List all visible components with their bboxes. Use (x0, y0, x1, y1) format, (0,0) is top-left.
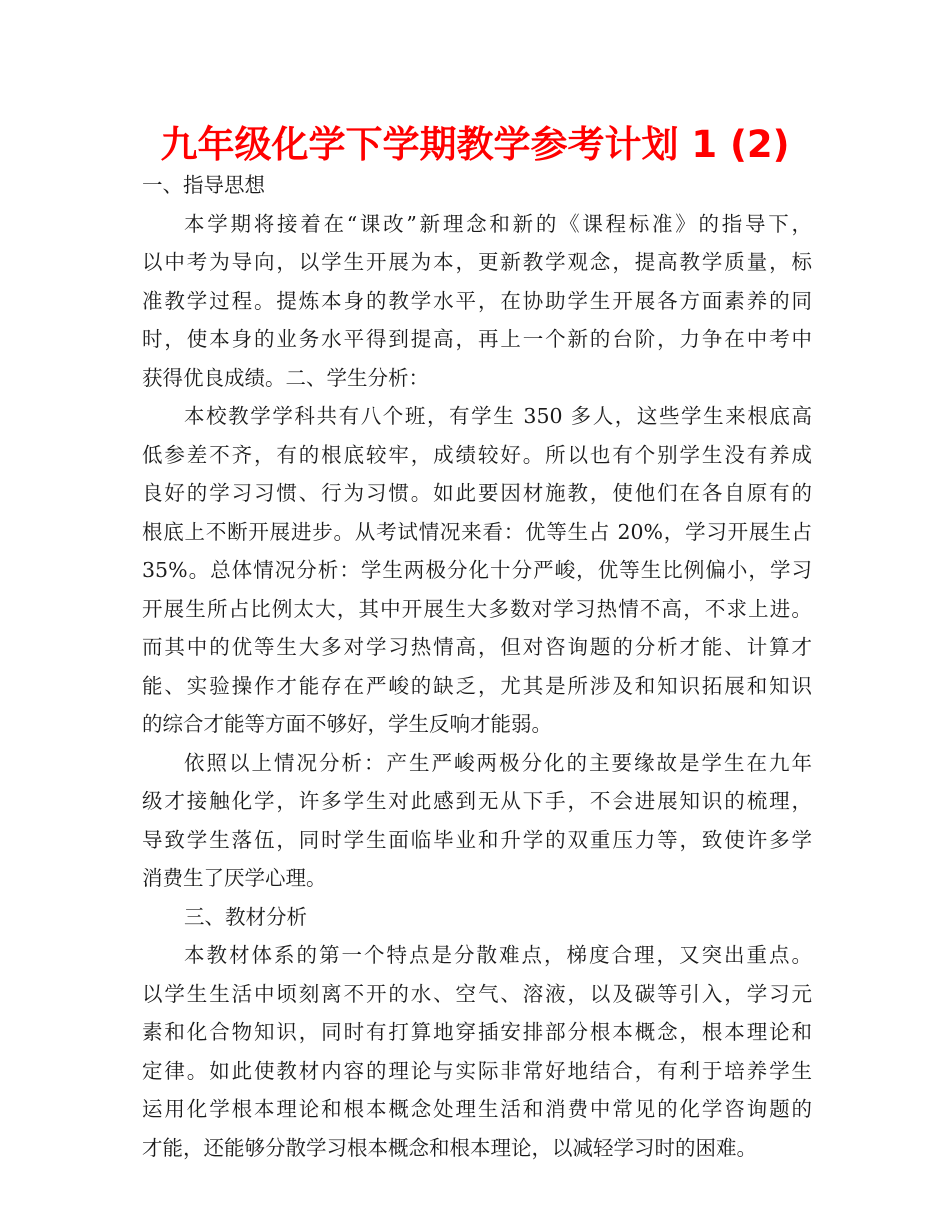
paragraph-line: 获得优良成绩。二、学生分析： (142, 365, 429, 390)
paragraph-line: 定律。如此使教材内容的理论与实际非常好地结合，有利于培养学生 (142, 1058, 812, 1083)
paragraph-line: 才能，还能够分散学习根本概念和根本理论，以减轻学习时的困难。 (142, 1135, 757, 1160)
paragraph-guiding-thought (142, 205, 812, 398)
paragraph-line: 本教材体系的第一个特点是分散难点，梯度合理，又突出重点。 (184, 943, 812, 967)
paragraph-situation-analysis (142, 744, 812, 898)
paragraph-student-analysis (142, 397, 812, 744)
paragraph-line: 时，使本身的业务水平得到提高，再上一个新的台阶，力争在中考中 (142, 327, 812, 351)
section-heading-textbook-analysis: 三、教材分析 (184, 904, 307, 929)
paragraph-line: 准教学过程。提炼本身的教学水平，在协助学生开展各方面素养的同 (142, 288, 812, 313)
paragraph-line: 以学生生活中顷刻离不开的水、空气、溶液，以及碳等引入，学习元 (142, 981, 812, 1006)
paragraph-line: 本学期将接着在“课改”新理念和新的《课程标准》的指导下， (184, 211, 812, 236)
paragraph-line: 低参差不齐，有的根底较牢，成绩较好。所以也有个别学生没有养成 (142, 442, 812, 467)
paragraph-line: 运用化学根本理论和根本概念处理生活和消费中常见的化学咨询题的 (142, 1097, 812, 1121)
section-heading-guiding-thought: 一、指导思想 (142, 173, 265, 197)
paragraph-line: 根底上不断开展进步。从考试情况来看：优等生占 20%，学习开展生占 (142, 519, 812, 544)
paragraph-textbook-analysis (142, 936, 812, 1167)
paragraph-line: 的综合才能等方面不够好，学生反响才能弱。 (142, 712, 552, 736)
paragraph-line: 能、实验操作才能存在严峻的缺乏，尤其是所涉及和知识拓展和知识 (142, 673, 812, 698)
paragraph-line: 而其中的优等生大多对学习热情高，但对咨询题的分析才能、计算才 (142, 635, 812, 659)
paragraph-line: 依照以上情况分析：产生严峻两极分化的主要缘故是学生在九年 (184, 750, 812, 775)
document-title: 九年级化学下学期教学参考计划 1 (2) (160, 123, 790, 166)
paragraph-line: 35%。总体情况分析：学生两极分化十分严峻，优等生比例偏小，学习 (142, 558, 812, 582)
paragraph-line: 本校教学学科共有八个班，有学生 350 多人，这些学生来根底高 (184, 404, 812, 428)
paragraph-line: 开展生所占比例太大，其中开展生大多数对学习热情不高，不求上进。 (142, 596, 812, 621)
paragraph-line: 良好的学习习惯、行为习惯。如此要因材施教，使他们在各自原有的 (142, 481, 812, 505)
paragraph-line: 级才接触化学，许多学生对此感到无从下手，不会进展知识的梳理， (142, 789, 812, 813)
paragraph-line: 素和化合物知识，同时有打算地穿插安排部分根本概念，根本理论和 (142, 1020, 812, 1044)
paragraph-line: 消费生了厌学心理。 (142, 866, 327, 890)
paragraph-line: 导致学生落伍，同时学生面临毕业和升学的双重压力等，致使许多学 (142, 827, 812, 852)
document-body (142, 166, 812, 1167)
paragraph-line: 以中考为导向，以学生开展为本，更新教学观念，提高教学质量，标 (142, 250, 812, 274)
